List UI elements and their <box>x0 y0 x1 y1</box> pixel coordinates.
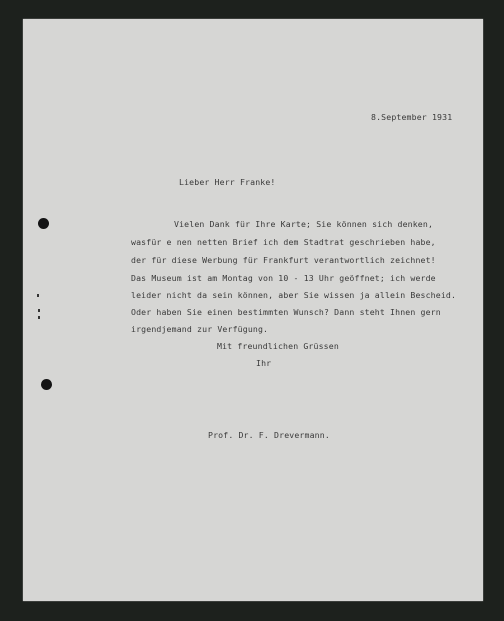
body-line: leider nicht da sein können, aber Sie wissen ja allein Bescheid. <box>131 290 457 300</box>
body-line: irgendjemand zur Verfügung. <box>131 324 269 334</box>
pencil-mark <box>37 294 39 297</box>
punch-hole-top <box>38 218 49 229</box>
letter-closing-ihr: Ihr <box>256 358 272 368</box>
letter-signature: Prof. Dr. F. Drevermann. <box>208 430 330 440</box>
letter-salutation: Lieber Herr Franke! <box>179 177 276 187</box>
body-line: der für diese Werbung für Frankfurt verantwortlich zeichnet! <box>131 255 436 265</box>
body-line: Vielen Dank für Ihre Karte; Sie können sich denken, <box>174 219 434 229</box>
body-line: Oder haben Sie einen bestimmten Wunsch? Dann steht Ihnen gern <box>131 307 441 317</box>
pencil-mark <box>38 309 40 312</box>
letter-date: 8.September 1931 <box>371 112 453 122</box>
body-line: wasfür e nen netten Brief ich dem Stadtrat geschrieben habe, <box>131 237 436 247</box>
punch-hole-bottom <box>41 379 52 390</box>
pencil-mark <box>38 316 40 319</box>
letter-closing: Mit freundlichen Grüssen <box>217 341 339 351</box>
body-line: Das Museum ist am Montag von 10 - 13 Uhr geöffnet; ich werde <box>131 273 436 283</box>
